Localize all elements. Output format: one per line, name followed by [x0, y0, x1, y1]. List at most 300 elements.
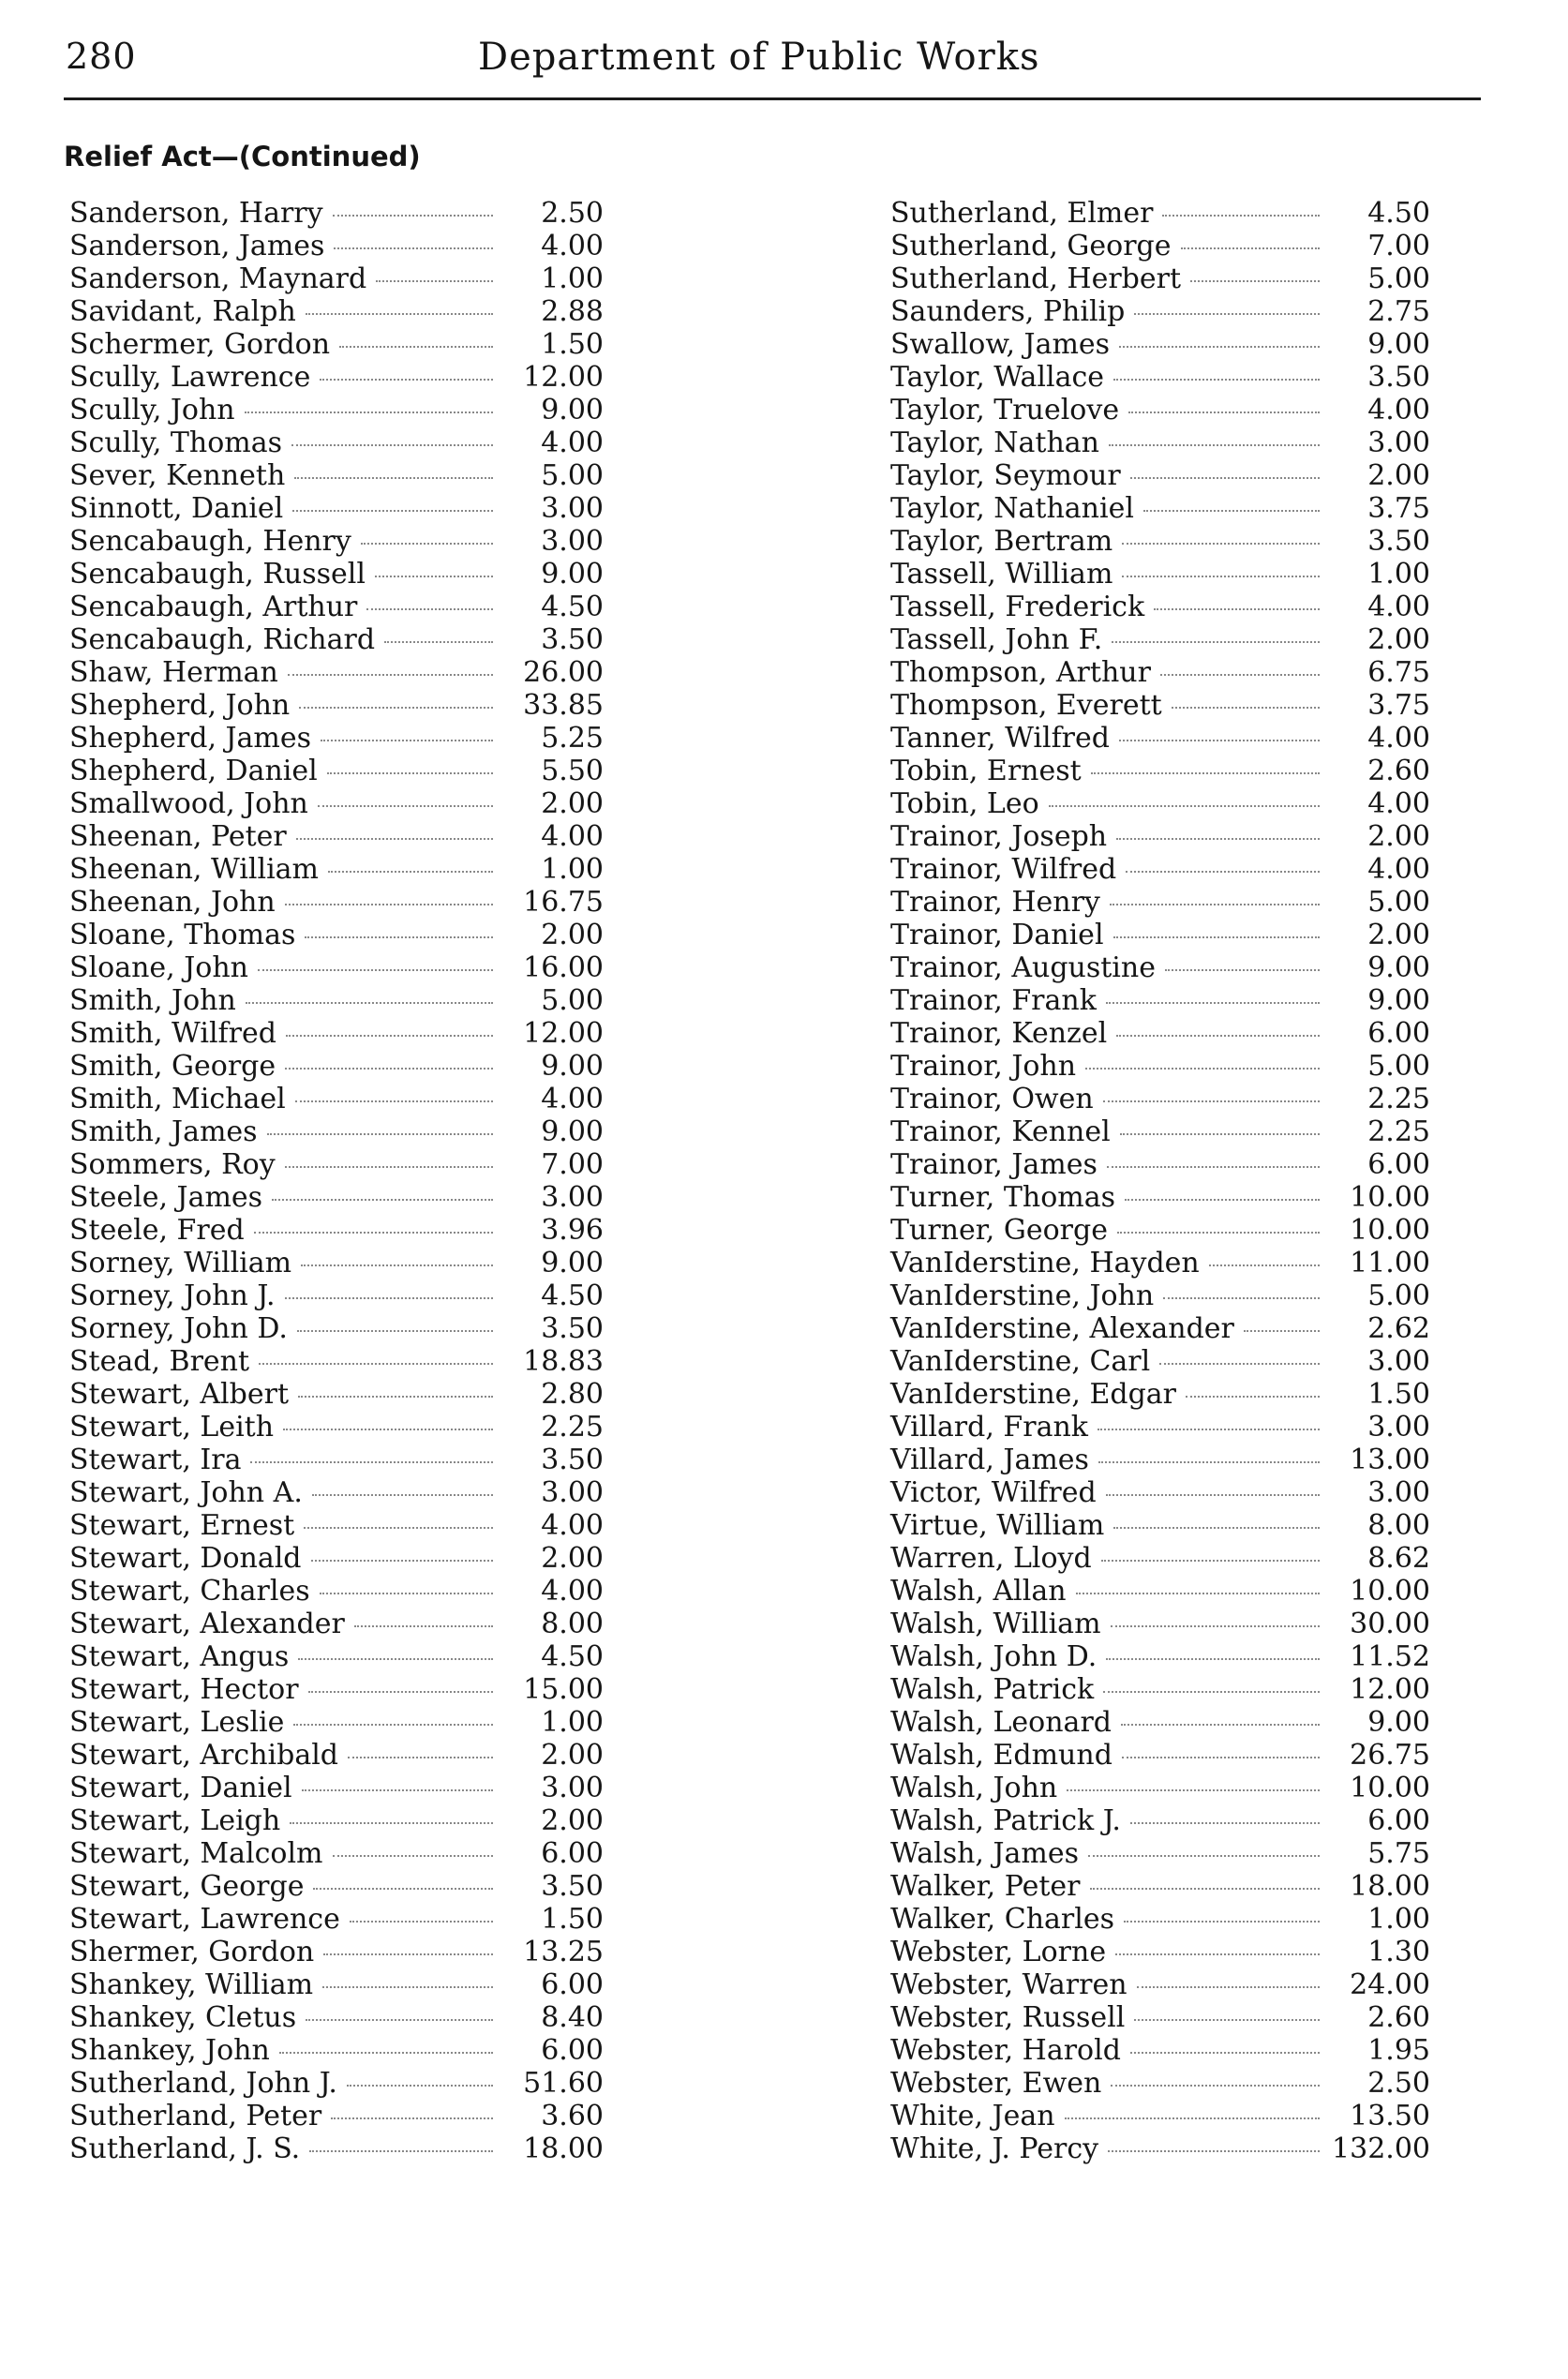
- payee-name: Sutherland, George: [890, 230, 1172, 262]
- payment-amount: 3.00: [1367, 1411, 1430, 1444]
- dot-leader: [354, 1625, 493, 1627]
- list-item: [890, 591, 1486, 623]
- payment-amount: 3.50: [1367, 525, 1430, 558]
- list-item: [890, 295, 1486, 328]
- payee-name: Swallow, James: [890, 328, 1111, 361]
- list-item: [69, 2001, 669, 2034]
- entry-name-group: [890, 1968, 1327, 2001]
- payment-amount: 16.00: [523, 951, 604, 984]
- payment-amount: 4.00: [541, 1083, 604, 1115]
- payment-amount: 51.60: [523, 2067, 604, 2100]
- payment-amount: 2.00: [1367, 820, 1430, 853]
- entry-name-group: [890, 2132, 1327, 2165]
- payment-amount: 26.00: [523, 656, 604, 689]
- payment-amount: 4.00: [1367, 591, 1430, 623]
- dot-leader: [283, 1429, 493, 1430]
- dot-leader: [1122, 576, 1320, 577]
- list-item: [69, 1870, 669, 1903]
- list-item: [69, 722, 669, 755]
- payment-amount: 6.00: [541, 1837, 604, 1870]
- entry-name-group: [890, 230, 1327, 262]
- payment-amount: 1.50: [541, 1903, 604, 1936]
- dot-leader: [318, 805, 493, 807]
- payee-name: Stewart, Ira: [69, 1444, 242, 1476]
- payment-amount: 6.00: [541, 2034, 604, 2067]
- payment-amount: 4.00: [1367, 394, 1430, 426]
- list-item: [890, 1542, 1486, 1575]
- payee-name: Sanderson, Harry: [69, 197, 323, 230]
- entry-name-group: [69, 1050, 500, 1083]
- payee-name: Tassell, William: [890, 558, 1113, 591]
- dot-leader: [1130, 477, 1320, 479]
- dot-leader: [320, 379, 493, 381]
- entry-name-group: [890, 295, 1327, 328]
- dot-leader: [1159, 1363, 1320, 1365]
- dot-leader: [331, 2117, 493, 2119]
- payment-amount: 3.00: [1367, 1476, 1430, 1509]
- list-item: [69, 558, 669, 591]
- list-item: [69, 1542, 669, 1575]
- payment-amount: 2.50: [541, 197, 604, 230]
- entry-name-group: [890, 1148, 1327, 1181]
- entry-name-group: [69, 2034, 500, 2067]
- dot-leader: [1116, 838, 1320, 840]
- payee-name: Walsh, William: [890, 1608, 1101, 1640]
- entry-name-group: [69, 820, 500, 853]
- entry-name-group: [69, 1083, 500, 1115]
- payment-amount: 2.88: [541, 295, 604, 328]
- payment-amount: 9.00: [541, 558, 604, 591]
- dot-leader: [1119, 346, 1320, 348]
- entry-name-group: [890, 1706, 1327, 1739]
- payment-amount: 9.00: [541, 1247, 604, 1279]
- payee-name: Villard, James: [890, 1444, 1089, 1476]
- list-item: [890, 1312, 1486, 1345]
- list-item: [69, 492, 669, 525]
- entry-name-group: [890, 361, 1327, 394]
- entry-name-group: [890, 1411, 1327, 1444]
- payment-amount: 2.00: [1367, 623, 1430, 656]
- payment-amount: 4.00: [1367, 853, 1430, 886]
- list-item: [69, 262, 669, 295]
- payment-amount: 2.60: [1367, 2001, 1430, 2034]
- payee-name: Shaw, Herman: [69, 656, 278, 689]
- payment-amount: 9.00: [541, 1115, 604, 1148]
- payee-name: Walsh, John D.: [890, 1640, 1098, 1673]
- payee-name: Stewart, Archibald: [69, 1739, 339, 1772]
- payee-name: Smith, John: [69, 984, 236, 1017]
- right-column-list: [890, 197, 1486, 2165]
- entry-name-group: [69, 1181, 500, 1214]
- payment-amount: 7.00: [1367, 230, 1430, 262]
- payment-amount: 1.30: [1367, 1936, 1430, 1968]
- payment-amount: 2.00: [541, 919, 604, 951]
- list-item: [890, 820, 1486, 853]
- entry-name-group: [69, 1345, 500, 1378]
- entry-name-group: [890, 984, 1327, 1017]
- dot-leader: [294, 477, 493, 479]
- list-item: [890, 1804, 1486, 1837]
- payee-name: Sever, Kenneth: [69, 459, 286, 492]
- entry-name-group: [890, 525, 1327, 558]
- dot-leader: [1103, 1100, 1320, 1102]
- list-item: [890, 459, 1486, 492]
- list-item: [69, 1148, 669, 1181]
- list-item: [69, 689, 669, 722]
- payee-name: Sencabaugh, Arthur: [69, 591, 358, 623]
- payment-amount: 8.00: [541, 1608, 604, 1640]
- entry-name-group: [69, 1706, 500, 1739]
- entry-name-group: [890, 1312, 1327, 1345]
- dot-leader: [297, 1330, 493, 1332]
- list-item: [890, 230, 1486, 262]
- payee-name: Sheenan, Peter: [69, 820, 287, 853]
- payment-amount: 132.00: [1332, 2132, 1430, 2165]
- entry-name-group: [69, 853, 500, 886]
- payee-name: Taylor, Seymour: [890, 459, 1121, 492]
- entry-name-group: [69, 1870, 500, 1903]
- dot-leader: [1106, 1002, 1320, 1004]
- list-item: [890, 1772, 1486, 1804]
- entry-name-group: [69, 2100, 500, 2132]
- dot-leader: [1110, 904, 1320, 905]
- payee-name: Trainor, Owen: [890, 1083, 1094, 1115]
- payee-name: Schermer, Gordon: [69, 328, 331, 361]
- entry-name-group: [890, 1214, 1327, 1247]
- list-item: [890, 426, 1486, 459]
- list-item: [69, 1312, 669, 1345]
- payee-name: Stead, Brent: [69, 1345, 250, 1378]
- list-item: [69, 328, 669, 361]
- payment-amount: 4.00: [541, 1575, 604, 1608]
- payment-amount: 18.83: [523, 1345, 604, 1378]
- payee-name: Walker, Charles: [890, 1903, 1115, 1936]
- dot-leader: [288, 674, 493, 676]
- dot-leader: [254, 1232, 493, 1234]
- payment-amount: 9.00: [1367, 1706, 1430, 1739]
- entry-name-group: [69, 1247, 500, 1279]
- dot-leader: [290, 1822, 493, 1824]
- list-item: [69, 1608, 669, 1640]
- payee-name: Trainor, John: [890, 1050, 1077, 1083]
- payment-amount: 4.00: [1367, 722, 1430, 755]
- payee-name: VanIderstine, Edgar: [890, 1378, 1176, 1411]
- list-item: [890, 1050, 1486, 1083]
- list-item: [890, 787, 1486, 820]
- list-item: [890, 558, 1486, 591]
- dot-leader: [306, 313, 493, 315]
- dot-leader: [1143, 510, 1320, 512]
- payment-amount: 33.85: [523, 689, 604, 722]
- list-item: [69, 1444, 669, 1476]
- dot-leader: [1209, 1264, 1320, 1266]
- dot-leader: [333, 1855, 494, 1857]
- dot-leader: [1154, 608, 1320, 610]
- dot-leader: [258, 969, 493, 971]
- list-item: [890, 1214, 1486, 1247]
- payee-name: Sloane, John: [69, 951, 248, 984]
- entry-name-group: [69, 426, 500, 459]
- entry-name-group: [69, 984, 500, 1017]
- payee-name: Stewart, John A.: [69, 1476, 303, 1509]
- payment-amount: 1.00: [541, 1706, 604, 1739]
- payment-amount: 4.00: [541, 426, 604, 459]
- payment-amount: 4.50: [541, 1640, 604, 1673]
- list-item: [69, 591, 669, 623]
- payment-amount: 26.75: [1350, 1739, 1430, 1772]
- payee-name: Trainor, Kennel: [890, 1115, 1111, 1148]
- entry-name-group: [890, 558, 1327, 591]
- payment-amount: 3.00: [541, 1772, 604, 1804]
- dot-leader: [1134, 2019, 1320, 2021]
- entry-name-group: [890, 1279, 1327, 1312]
- payee-name: Tobin, Ernest: [890, 755, 1082, 787]
- list-item: [69, 1739, 669, 1772]
- entry-name-group: [69, 295, 500, 328]
- dot-leader: [1128, 411, 1320, 413]
- list-item: [890, 2001, 1486, 2034]
- payee-name: Stewart, Donald: [69, 1542, 302, 1575]
- entry-name-group: [890, 1575, 1327, 1608]
- entry-name-group: [890, 1739, 1327, 1772]
- payee-name: Scully, Lawrence: [69, 361, 311, 394]
- dot-leader: [320, 1593, 493, 1594]
- entry-name-group: [890, 1345, 1327, 1378]
- list-item: [890, 1181, 1486, 1214]
- entry-name-group: [69, 558, 500, 591]
- list-item: [69, 755, 669, 787]
- payee-name: Tassell, Frederick: [890, 591, 1145, 623]
- dot-leader: [1162, 215, 1320, 217]
- dot-leader: [272, 1199, 493, 1201]
- dot-leader: [321, 740, 493, 741]
- payment-amount: 2.75: [1367, 295, 1430, 328]
- entry-name-group: [69, 1968, 500, 2001]
- entry-name-group: [890, 919, 1327, 951]
- payment-amount: 1.95: [1367, 2034, 1430, 2067]
- payment-amount: 1.00: [541, 262, 604, 295]
- payment-amount: 30.00: [1350, 1608, 1430, 1640]
- payee-name: Stewart, Leith: [69, 1411, 275, 1444]
- payee-name: Sheenan, John: [69, 886, 276, 919]
- entry-name-group: [890, 722, 1327, 755]
- entry-name-group: [890, 787, 1327, 820]
- payment-amount: 3.96: [541, 1214, 604, 1247]
- payee-name: Trainor, Augustine: [890, 951, 1156, 984]
- dot-leader: [1088, 1855, 1320, 1857]
- list-item: [69, 2034, 669, 2067]
- payment-amount: 5.00: [541, 984, 604, 1017]
- payment-amount: 5.00: [1367, 1050, 1430, 1083]
- dot-leader: [1115, 1953, 1320, 1955]
- entry-name-group: [890, 2001, 1327, 2034]
- dot-leader: [328, 871, 493, 873]
- payment-amount: 2.50: [1367, 2067, 1430, 2100]
- list-item: [890, 984, 1486, 1017]
- payment-amount: 9.00: [1367, 328, 1430, 361]
- dot-leader: [1103, 1691, 1320, 1693]
- entry-name-group: [69, 394, 500, 426]
- payee-name: Trainor, Wilfred: [890, 853, 1117, 886]
- list-item: [890, 1017, 1486, 1050]
- entry-name-group: [890, 656, 1327, 689]
- list-item: [890, 755, 1486, 787]
- payee-name: Shepherd, John: [69, 689, 291, 722]
- entry-name-group: [69, 1312, 500, 1345]
- payment-amount: 6.00: [1367, 1017, 1430, 1050]
- dot-leader: [1113, 936, 1320, 938]
- list-item: [890, 262, 1486, 295]
- dot-leader: [311, 1560, 493, 1562]
- list-item: [69, 1476, 669, 1509]
- dot-leader: [1181, 247, 1320, 249]
- entry-name-group: [69, 1837, 500, 1870]
- list-item: [890, 1444, 1486, 1476]
- dot-leader: [299, 707, 493, 709]
- payment-amount: 12.00: [523, 361, 604, 394]
- payee-name: Trainor, James: [890, 1148, 1098, 1181]
- payee-name: Stewart, Leslie: [69, 1706, 285, 1739]
- dot-leader: [1090, 1888, 1321, 1890]
- list-item: [890, 1279, 1486, 1312]
- payment-amount: 12.00: [523, 1017, 604, 1050]
- payment-amount: 3.00: [1367, 1345, 1430, 1378]
- dot-leader: [1126, 871, 1320, 873]
- payment-amount: 3.50: [541, 1312, 604, 1345]
- list-item: [890, 2132, 1486, 2165]
- payee-name: Steele, Fred: [69, 1214, 245, 1247]
- entry-name-group: [69, 591, 500, 623]
- entry-name-group: [69, 787, 500, 820]
- payee-name: Sutherland, Peter: [69, 2100, 322, 2132]
- payment-amount: 5.00: [1367, 262, 1430, 295]
- payee-name: VanIderstine, John: [890, 1279, 1155, 1312]
- payee-name: Smallwood, John: [69, 787, 308, 820]
- page-number: 280: [66, 36, 137, 77]
- list-item: [69, 230, 669, 262]
- dot-leader: [333, 215, 493, 217]
- entry-name-group: [69, 919, 500, 951]
- entry-name-group: [890, 1804, 1327, 1837]
- payment-amount: 8.40: [541, 2001, 604, 2034]
- entry-name-group: [890, 1444, 1327, 1476]
- entry-name-group: [69, 1804, 500, 1837]
- payee-name: Taylor, Wallace: [890, 361, 1105, 394]
- list-item: [69, 1115, 669, 1148]
- entry-name-group: [890, 2034, 1327, 2067]
- dot-leader: [1106, 1494, 1320, 1496]
- entry-name-group: [69, 1378, 500, 1411]
- entry-name-group: [69, 886, 500, 919]
- dot-leader: [1091, 772, 1320, 774]
- payment-amount: 24.00: [1350, 1968, 1430, 2001]
- dot-leader: [295, 1100, 493, 1102]
- entry-name-group: [69, 1739, 500, 1772]
- dot-leader: [1130, 2052, 1320, 2054]
- payee-name: Webster, Ewen: [890, 2067, 1102, 2100]
- list-item: [890, 1509, 1486, 1542]
- dot-leader: [1065, 2117, 1320, 2119]
- dot-leader: [306, 2019, 493, 2021]
- payee-name: Sencabaugh, Henry: [69, 525, 351, 558]
- dot-leader: [308, 1691, 493, 1693]
- list-item: [69, 1411, 669, 1444]
- payment-amount: 4.00: [541, 1509, 604, 1542]
- entry-name-group: [69, 755, 500, 787]
- dot-leader: [361, 543, 493, 545]
- dot-leader: [327, 772, 493, 774]
- entry-name-group: [69, 2132, 500, 2165]
- payment-amount: 10.00: [1350, 1772, 1430, 1804]
- entry-name-group: [890, 197, 1327, 230]
- payee-name: Virtue, William: [890, 1509, 1105, 1542]
- payment-amount: 13.25: [523, 1936, 604, 1968]
- payee-name: Stewart, Lawrence: [69, 1903, 340, 1936]
- dot-leader: [292, 510, 493, 512]
- payee-name: Turner, George: [890, 1214, 1108, 1247]
- payment-amount: 2.60: [1367, 755, 1430, 787]
- payment-amount: 11.52: [1350, 1640, 1430, 1673]
- dot-leader: [312, 1494, 493, 1496]
- entry-name-group: [890, 1017, 1327, 1050]
- dot-leader: [250, 1461, 493, 1463]
- dot-leader: [313, 1888, 493, 1890]
- entry-name-group: [890, 262, 1327, 295]
- dot-leader: [1190, 280, 1320, 282]
- payee-name: White, J. Percy: [890, 2132, 1099, 2165]
- dot-leader: [1119, 740, 1320, 741]
- list-item: [69, 1181, 669, 1214]
- entry-name-group: [890, 1509, 1327, 1542]
- list-item: [69, 1673, 669, 1706]
- payee-name: Shankey, William: [69, 1968, 314, 2001]
- list-item: [890, 1608, 1486, 1640]
- left-column-list: [69, 197, 669, 2165]
- list-item: [890, 394, 1486, 426]
- entry-name-group: [890, 623, 1327, 656]
- dot-leader: [1120, 1133, 1320, 1135]
- entry-name-group: [890, 2100, 1327, 2132]
- payment-amount: 3.50: [541, 1870, 604, 1903]
- payment-amount: 2.62: [1367, 1312, 1430, 1345]
- payment-amount: 2.00: [541, 1542, 604, 1575]
- entry-name-group: [890, 1050, 1327, 1083]
- dot-leader: [1130, 1822, 1320, 1824]
- list-item: [890, 1936, 1486, 1968]
- entry-name-group: [890, 1247, 1327, 1279]
- payee-name: Taylor, Truelove: [890, 394, 1120, 426]
- list-item: [890, 951, 1486, 984]
- entry-name-group: [69, 689, 500, 722]
- entry-name-group: [69, 361, 500, 394]
- dot-leader: [1125, 1199, 1320, 1201]
- entry-name-group: [69, 656, 500, 689]
- dot-leader: [1122, 543, 1320, 545]
- entry-name-group: [890, 1837, 1327, 1870]
- payee-name: Stewart, Daniel: [69, 1772, 292, 1804]
- list-item: [890, 525, 1486, 558]
- list-item: [890, 1083, 1486, 1115]
- payment-amount: 10.00: [1350, 1214, 1430, 1247]
- dot-leader: [1186, 1396, 1320, 1398]
- payment-amount: 9.00: [541, 1050, 604, 1083]
- entry-name-group: [69, 1476, 500, 1509]
- dot-leader: [298, 1396, 493, 1398]
- payee-name: Taylor, Bertram: [890, 525, 1113, 558]
- payee-name: Stewart, George: [69, 1870, 305, 1903]
- list-item: [890, 1903, 1486, 1936]
- payee-name: Victor, Wilfred: [890, 1476, 1097, 1509]
